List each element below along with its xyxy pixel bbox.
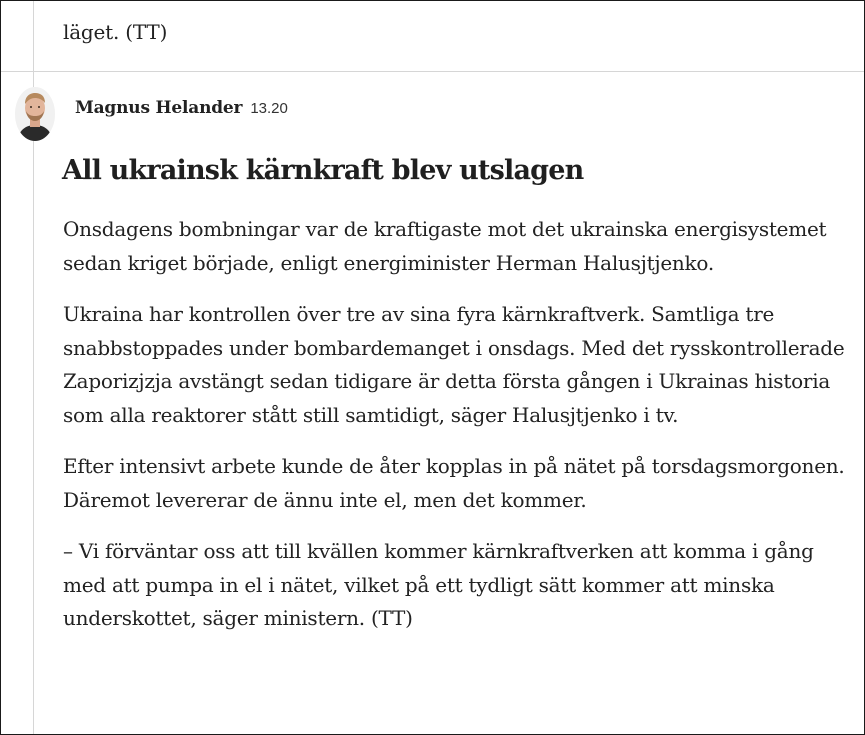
byline (75, 98, 288, 118)
entry-divider (1, 71, 864, 72)
entry-headline: All ukrainsk kärnkraft blev utslagen (62, 155, 584, 186)
entry-body (63, 213, 853, 654)
avatar-portrait-icon (15, 87, 55, 141)
entry-timestamp: 13.20 (250, 100, 288, 117)
author-name[interactable]: Magnus Helander (75, 98, 243, 118)
paragraph-3: Efter intensivt arbete kunde de åter kopplas in på nätet på torsdagsmorgonen. Däremot levererar de ännu inte el, men det kommer. (63, 454, 845, 512)
paragraph-2: Ukraina har kontrollen över tre av sina fyra kärnkraftverk. Samtliga tre snabbstoppades under bombardemanget i onsdags. Med det rysskontrollerade Zaporizjzja avstängt sedan tidigare är detta första gången i Ukrainas historia som alla reaktorer stått still samtidigt, säger Halusjtjenko i tv. (63, 302, 845, 427)
previous-entry-tail: läget. (TT) (63, 20, 168, 44)
paragraph-4: – Vi förväntar oss att till kvällen kommer kärnkraftverken att komma i gång med att pumpa in el i nätet, vilket på ett tydligt sätt kommer att minska underskottet, säger ministern. (TT) (63, 539, 814, 630)
paragraph-1: Onsdagens bombningar var de kraftigaste mot det ukrainska energisystemet sedan kriget började, enligt energiminister Herman Halusjtjenko. (63, 217, 827, 275)
entry-header (15, 87, 288, 141)
author-avatar[interactable] (15, 87, 55, 141)
